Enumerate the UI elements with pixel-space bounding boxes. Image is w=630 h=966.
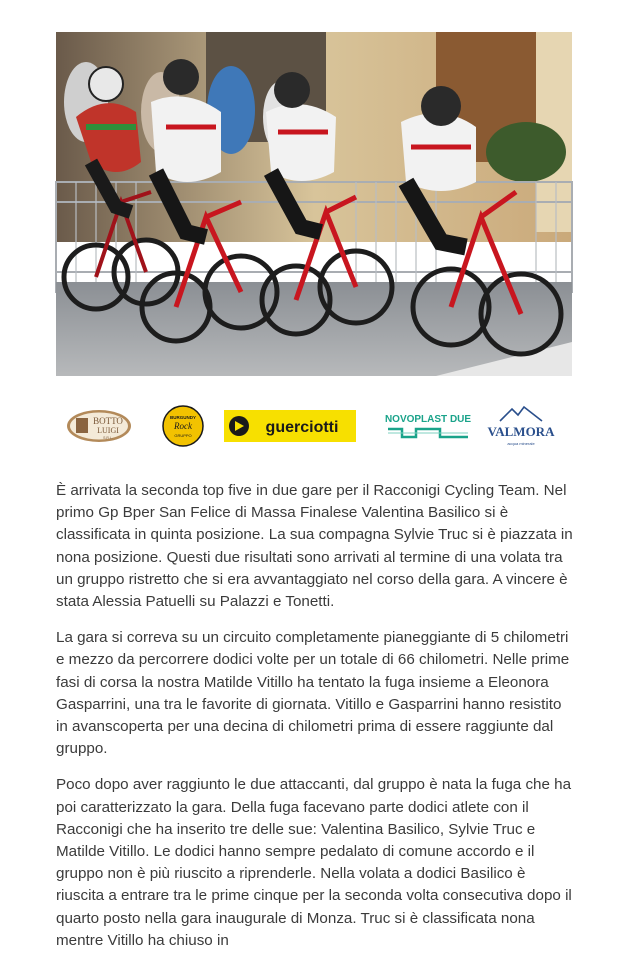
svg-text:LUIGI: LUIGI (97, 426, 119, 435)
article-paragraph: La gara si correva su un circuito completamente pianeggiante di 5 chilometri e mezzo da percorrere dodici volte per un totale di 66 chilometri. Nelle prime fasi di corsa la nostra Matilde Vitillo ha tentato la fuga insieme a Eleonora Gasparrini, una tra le favorite di giornata. Vitillo e Gasparrini hanno resistito in avanscoperta per una decina di chilometri prima di essere raggiunte dal gruppo. (56, 629, 570, 758)
svg-text:GRUPPO: GRUPPO (174, 433, 192, 438)
sponsor-guerciotti[interactable] (224, 398, 356, 454)
article-body (56, 480, 576, 966)
sponsor-botto-luigi[interactable] (66, 398, 132, 454)
botto-luigi-logo-icon (66, 408, 132, 444)
guerciotti-logo-icon (224, 410, 356, 442)
svg-text:BOTTO: BOTTO (93, 416, 123, 426)
sponsor-logos (56, 398, 572, 454)
svg-text:Rock: Rock (174, 421, 192, 431)
svg-text:guerciotti: guerciotti (265, 419, 339, 436)
sponsor-valmora[interactable] (487, 398, 555, 454)
article-paragraph: È arrivata la seconda top five in due gare per il Racconigi Cycling Team. Nel primo Gp Bper San Felice di Massa Finalese Valentina Basilico si è classificata in quinta posizione. La sua compagna Sylvie Truc si è piazzata in nona posizione. Questi due risultati sono arrivati al termine di una volata tra un gruppo ristretto che si era avvantaggiato nel corso della gara. A vincere è stata Alessia Patuelli su Palazzi e Tonetti. (56, 482, 573, 611)
svg-text:acqua minerale: acqua minerale (507, 441, 535, 446)
svg-text:BURGUNDY: BURGUNDY (169, 415, 197, 420)
article-paragraph: Poco dopo aver raggiunto le due attaccanti, dal gruppo è nata la fuga che ha poi caratterizzato la gara. Della fuga facevano parte dodici atlete con il Racconigi che ha inserito tre delle sue: Valentina Basilico, Sylvie Truc e Matilde Vitillo. Le dodici hanno sempre pedalato di comune accordo e il gruppo non è più riuscito a riprenderle. Nella volata a dodici Basilico è riuscita a entrare tra le prime cinque per la seconda volta consecutiva dopo il quarto posto nella gara inaugurale di Monza. Truc si è classificata nona mentre Vitillo ha chiuso in (56, 776, 572, 949)
sponsor-burgundy-rock[interactable] (161, 398, 205, 454)
svg-text:NOVOPLAST DUE: NOVOPLAST DUE (384, 414, 472, 425)
novoplast-due-logo-icon (384, 411, 472, 441)
svg-text:VALMORA: VALMORA (487, 424, 555, 439)
svg-text:S.R.L.: S.R.L. (103, 436, 113, 440)
burgundy-logo-icon (162, 405, 204, 447)
cyclists-photo-icon (56, 32, 572, 376)
sponsor-novoplast-due[interactable] (384, 398, 472, 454)
hero-photo (56, 32, 572, 376)
valmora-logo-icon (487, 403, 555, 449)
